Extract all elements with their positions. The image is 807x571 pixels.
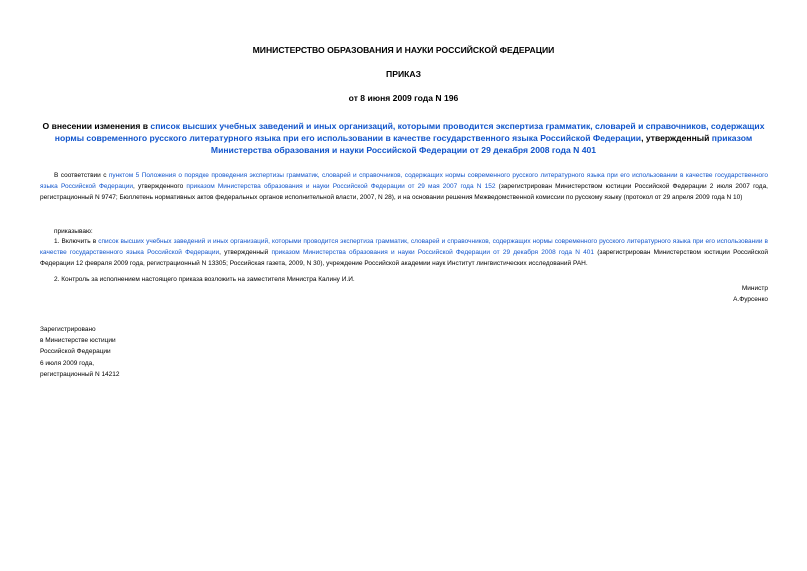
document-title (40, 120, 767, 156)
order-item-2: 2. Контроль за исполнением настоящего приказа возложить на заместителя Министра Калину И.И. (54, 276, 355, 283)
item1-text-2: , утвержденный (219, 249, 272, 257)
signature-position: Министр (741, 285, 768, 292)
title-list-link[interactable]: список высших учебных заведений и иных организаций, которыми проводится экспертиза грамматик, словарей и справочников, содержащих нормы современного русского литературного языка при его использовании в качестве государственного языка Российской Федерации (54, 121, 765, 143)
item1-order-link[interactable]: приказом Министерства образования и науки Российской Федерации от 29 декабря 2008 года N 401 (271, 249, 594, 257)
preamble-text-2: , утвержденного (133, 183, 187, 191)
ministry-heading: МИНИСТЕРСТВО ОБРАЗОВАНИЯ И НАУКИ РОССИЙСКОЙ ФЕДЕРАЦИИ (252, 45, 555, 55)
orders-word: приказываю: (54, 228, 93, 235)
item1-text-3: (зарегистрирован Министерством юстиции Российской Федерации 12 февраля 2009 года, регистрационный N 13305; Российская газета, 2009, N 30), учреждение Российской академии наук Институт лингвистических исследований РАН. (40, 249, 768, 268)
title-prefix: О внесении изменения в (42, 121, 151, 131)
registration-line-4: 6 июля 2009 года, (40, 359, 95, 367)
registration-line-2: в Министерстве юстиции (40, 337, 116, 345)
registration-line-3: Российской Федерации (40, 348, 111, 356)
item1-list-link[interactable]: список высших учебных заведений и иных организаций, которыми проводится экспертиза грамматик, словарей и справочников, содержащих нормы современного русского литературного языка при его использовании в качестве государственного языка Российской Федерации (40, 238, 768, 257)
preamble-regulation-link[interactable]: пунктом 5 Положения о порядке проведения экспертизы грамматик, словарей и справочников, содержащих нормы современного русского литературного языка при его использовании в качестве государственного языка Российской Федерации (40, 172, 768, 191)
preamble-order-link[interactable]: приказом Министерства образования и науки Российской Федерации от 29 мая 2007 года N 152 (186, 183, 496, 191)
registration-block (40, 324, 120, 380)
document-date: от 8 июня 2009 года N 196 (348, 93, 459, 103)
preamble-paragraph (40, 170, 768, 204)
signature-block (733, 283, 768, 305)
item1-text-1: 1. Включить в (54, 238, 99, 245)
signature-name: А.Фурсенко (733, 296, 768, 304)
title-middle: , утвержденный (641, 133, 712, 143)
registration-line-5: регистрационный N 14212 (40, 370, 120, 378)
title-order-link[interactable]: приказом Министерства образования и науки Российской Федерации от 29 декабря 2008 года N 401 (210, 133, 753, 155)
preamble-text-3: (зарегистрирован Министерством юстиции Российской Федерации 2 июля 2007 года, регистрационный N 9747; Бюллетень нормативных актов федеральных органов исполнительной власти, 2007, N 28), и на основании решения Межведомственной комиссии по русскому языку (протокол от 29 апреля 2009 года N 10) (40, 183, 768, 202)
order-item-1 (40, 236, 768, 270)
registration-line-1: Зарегистрировано (40, 326, 96, 333)
preamble-text-1: В соответствии с (54, 172, 109, 179)
document-type-heading: ПРИКАЗ (386, 69, 421, 79)
